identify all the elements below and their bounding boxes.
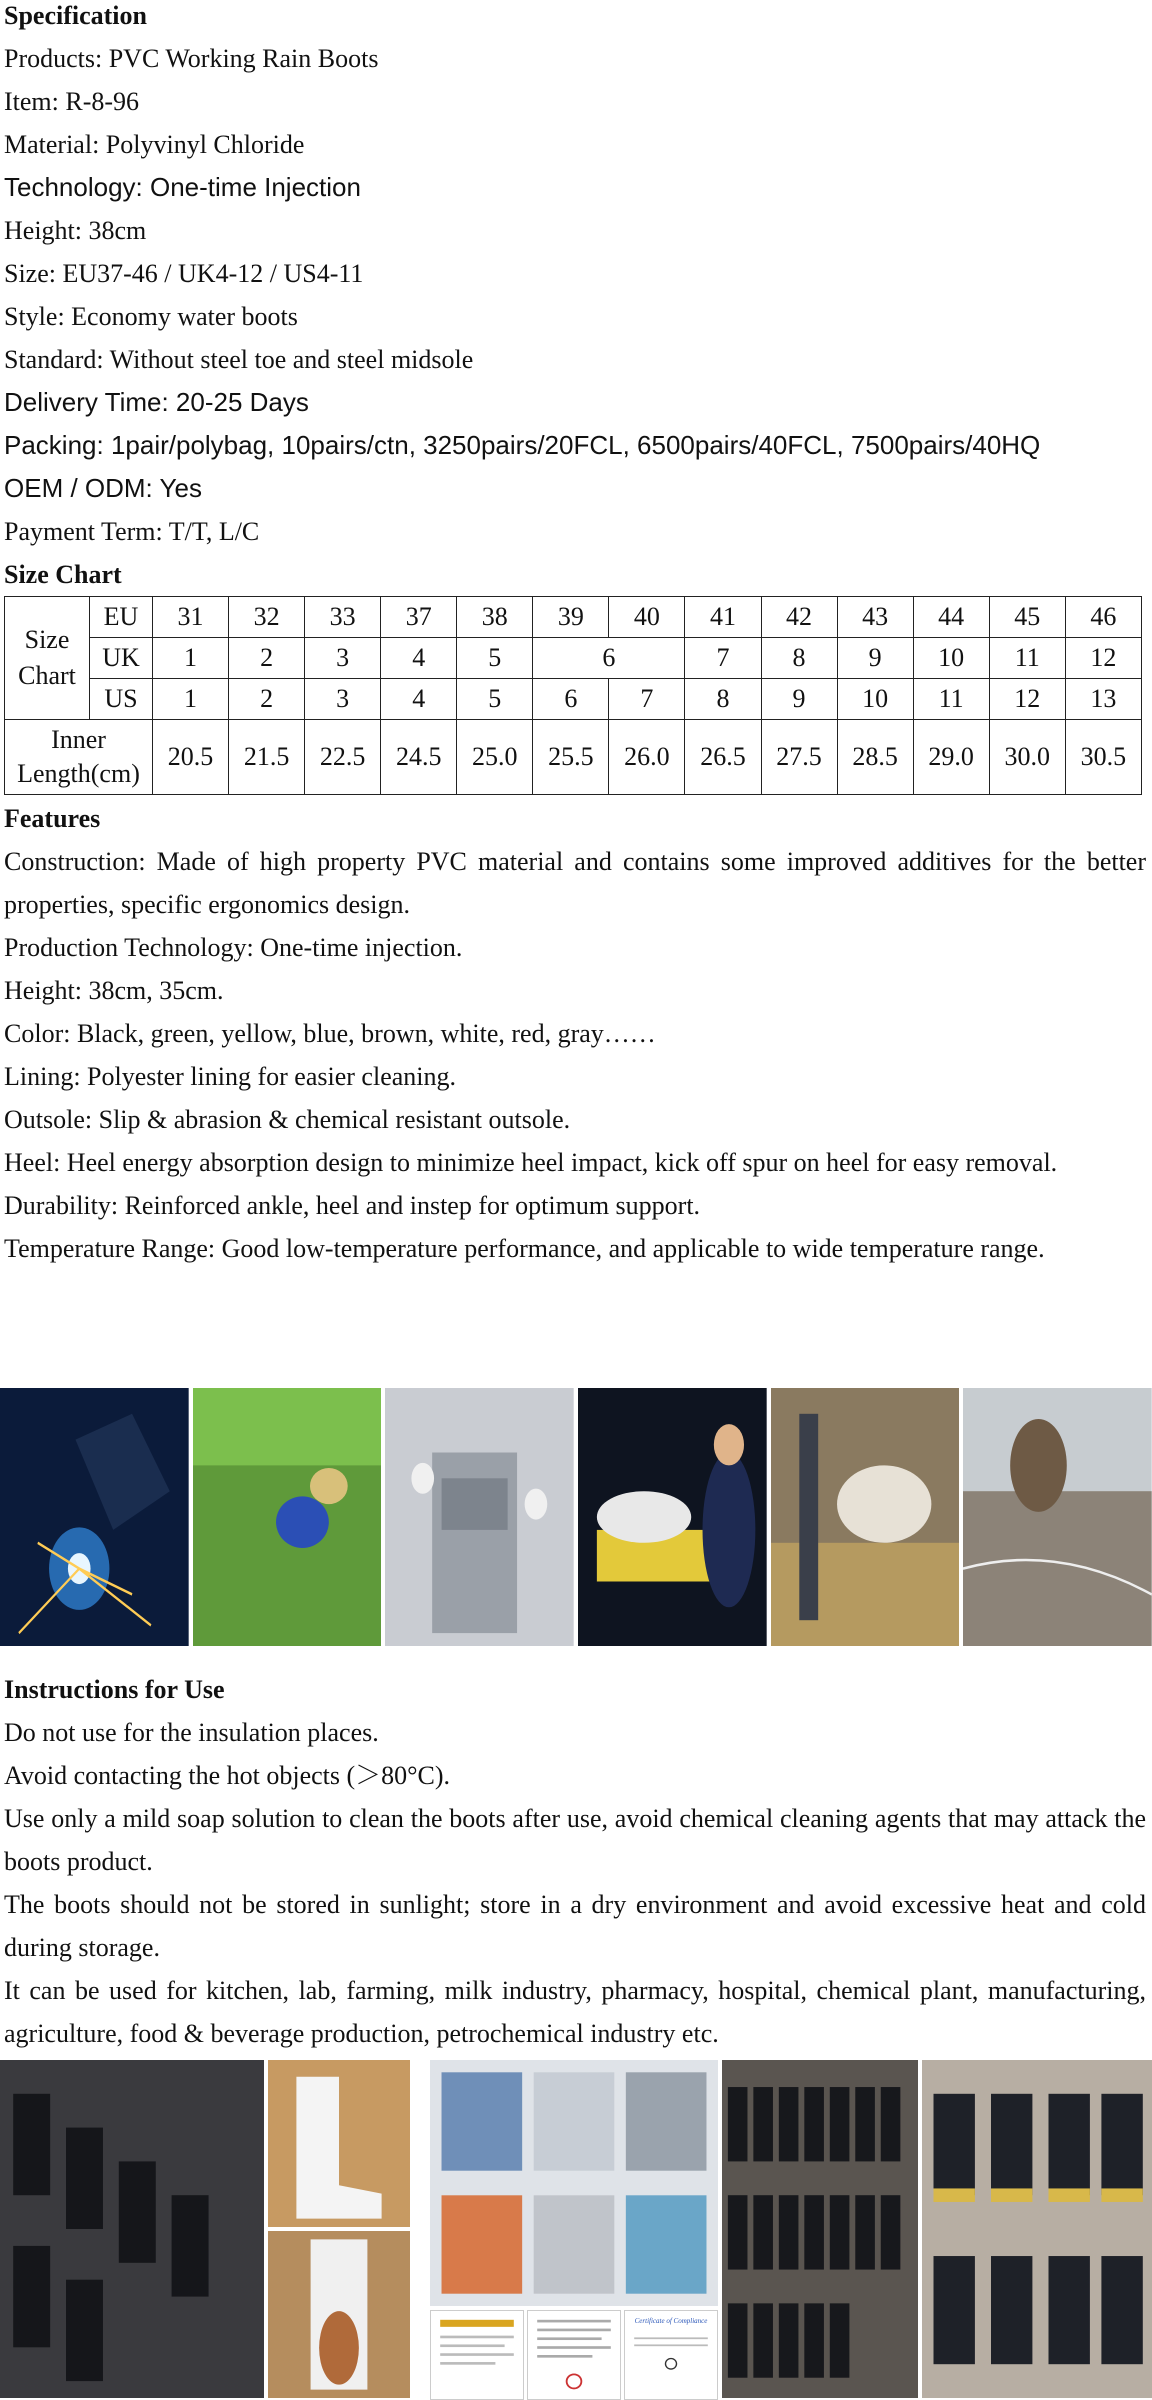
features-heading: Features bbox=[4, 804, 101, 833]
certificate-doc bbox=[430, 2310, 524, 2400]
production-line-photo bbox=[0, 2060, 264, 2398]
size-cell: 44 bbox=[913, 597, 989, 638]
warehouse-photo-1 bbox=[722, 2060, 918, 2398]
specification-list bbox=[4, 37, 1146, 553]
size-chart-label bbox=[5, 597, 90, 720]
size-cell: 45 bbox=[989, 597, 1065, 638]
certificate-of-compliance-doc: Certificate of Compliance bbox=[624, 2310, 718, 2400]
factory-photo-strip bbox=[0, 2060, 1152, 2398]
size-cell: 13 bbox=[1065, 679, 1141, 720]
size-cell: 4 bbox=[381, 638, 457, 679]
size-cell: 3 bbox=[305, 679, 381, 720]
size-cell: 41 bbox=[685, 597, 761, 638]
size-cell: 24.5 bbox=[381, 720, 457, 795]
size-cell: 2 bbox=[229, 638, 305, 679]
size-cell: 7 bbox=[685, 638, 761, 679]
instruction-paragraph: It can be used for kitchen, lab, farming, milk industry, pharmacy, hospital, chemical plant, manufacturing, agriculture, food & beverage production, petrochemical industry etc. bbox=[4, 1976, 1146, 2048]
inner-label: Inner bbox=[51, 725, 106, 754]
welding-photo bbox=[0, 1388, 189, 1646]
size-cell: 5 bbox=[457, 638, 533, 679]
instructions-heading: Instructions for Use bbox=[4, 1675, 225, 1704]
size-cell: 37 bbox=[381, 597, 457, 638]
size-cell: 1 bbox=[153, 638, 229, 679]
lab-photo bbox=[385, 1388, 574, 1646]
size-cell: 11 bbox=[989, 638, 1065, 679]
size-cell: 31 bbox=[153, 597, 229, 638]
spec-line: Payment Term: T/T, L/C bbox=[4, 517, 260, 546]
size-cell: 11 bbox=[913, 679, 989, 720]
feature-paragraph: Temperature Range: Good low-temperature performance, and applicable to wide temperature range. bbox=[4, 1234, 1045, 1263]
size-cell: 26.0 bbox=[609, 720, 685, 795]
instruction-paragraph: Use only a mild soap solution to clean the boots after use, avoid chemical cleaning agents that may attack the boots product. bbox=[4, 1804, 1146, 1876]
hospital-photo bbox=[578, 1388, 767, 1646]
size-cell: 27.5 bbox=[761, 720, 837, 795]
length-label: Length(cm) bbox=[17, 759, 140, 788]
testing-and-certificates bbox=[430, 2060, 718, 2398]
size-cell: 38 bbox=[457, 597, 533, 638]
features-list bbox=[4, 840, 1146, 1270]
spec-line: Delivery Time: 20-25 Days bbox=[4, 387, 309, 417]
instruction-paragraph: Avoid contacting the hot objects (＞80°C). bbox=[4, 1761, 451, 1790]
spec-line: OEM / ODM: Yes bbox=[4, 473, 202, 503]
size-cell: 2 bbox=[229, 679, 305, 720]
size-cell: 7 bbox=[609, 679, 685, 720]
dairy-farm-photo bbox=[771, 1388, 960, 1646]
instructions-list bbox=[4, 1711, 1146, 2055]
size-cell: 25.0 bbox=[457, 720, 533, 795]
feature-paragraph: Height: 38cm, 35cm. bbox=[4, 976, 224, 1005]
size-cell: 1 bbox=[153, 679, 229, 720]
size-label: Size bbox=[24, 625, 70, 654]
feature-paragraph: Durability: Reinforced ankle, heel and instep for optimum support. bbox=[4, 1191, 701, 1220]
size-cell: 10 bbox=[913, 638, 989, 679]
white-boots-photos bbox=[268, 2060, 410, 2398]
size-cell: 26.5 bbox=[685, 720, 761, 795]
feature-paragraph: Color: Black, green, yellow, blue, brown, white, red, gray…… bbox=[4, 1019, 656, 1048]
size-cell: 42 bbox=[761, 597, 837, 638]
size-cell: 5 bbox=[457, 679, 533, 720]
size-cell: 8 bbox=[761, 638, 837, 679]
size-cell: 30.5 bbox=[1065, 720, 1141, 795]
feature-paragraph: Outsole: Slip & abrasion & chemical resistant outsole. bbox=[4, 1105, 571, 1134]
spec-line: Packing: 1pair/polybag, 10pairs/ctn, 3250pairs/20FCL, 6500pairs/40FCL, 7500pairs/40HQ bbox=[4, 430, 1041, 460]
instruction-paragraph: Do not use for the insulation places. bbox=[4, 1718, 379, 1747]
size-cell: 4 bbox=[381, 679, 457, 720]
spec-line: Size: EU37-46 / UK4-12 / US4-11 bbox=[4, 259, 364, 288]
certificates bbox=[430, 2310, 718, 2398]
spec-line: Style: Economy water boots bbox=[4, 302, 298, 331]
spec-line: Standard: Without steel toe and steel midsole bbox=[4, 345, 474, 374]
size-cell: 40 bbox=[609, 597, 685, 638]
size-cell: 6 bbox=[533, 679, 609, 720]
size-cell: 6 bbox=[533, 638, 685, 679]
size-cell: 9 bbox=[761, 679, 837, 720]
inner-length-label bbox=[5, 720, 153, 795]
testing-equipment-photo bbox=[430, 2060, 718, 2306]
size-cell: 12 bbox=[989, 679, 1065, 720]
chart-label: Chart bbox=[18, 661, 76, 690]
size-cell: 39 bbox=[533, 597, 609, 638]
size-cell: 10 bbox=[837, 679, 913, 720]
size-cell: 28.5 bbox=[837, 720, 913, 795]
spec-line: Height: 38cm bbox=[4, 216, 147, 245]
feature-paragraph: Production Technology: One-time injection. bbox=[4, 933, 463, 962]
feature-paragraph: Heel: Heel energy absorption design to minimize heel impact, kick off spur on heel for easy removal. bbox=[4, 1148, 1058, 1177]
size-cell: 9 bbox=[837, 638, 913, 679]
feature-paragraph: Construction: Made of high property PVC material and contains some improved additives for the better properties, specific ergonomics design. bbox=[4, 847, 1146, 919]
size-cell: 30.0 bbox=[989, 720, 1065, 795]
farming-photo bbox=[193, 1388, 382, 1646]
size-chart-table bbox=[4, 596, 1142, 795]
warehouse-photo-2 bbox=[922, 2060, 1152, 2398]
size-cell: 29.0 bbox=[913, 720, 989, 795]
spec-line: Products: PVC Working Rain Boots bbox=[4, 44, 379, 73]
size-cell: 43 bbox=[837, 597, 913, 638]
size-cell: 32 bbox=[229, 597, 305, 638]
spec-line: Item: R-8-96 bbox=[4, 87, 140, 116]
instruction-paragraph: The boots should not be stored in sunlight; store in a dry environment and avoid excessive heat and cold during storage. bbox=[4, 1890, 1146, 1962]
spec-line: Technology: One-time Injection bbox=[4, 172, 361, 202]
size-cell: US bbox=[90, 679, 153, 720]
fishing-photo bbox=[963, 1388, 1152, 1646]
size-cell: EU bbox=[90, 597, 153, 638]
size-cell: 20.5 bbox=[153, 720, 229, 795]
size-cell: 8 bbox=[685, 679, 761, 720]
size-cell: 3 bbox=[305, 638, 381, 679]
specification-heading: Specification bbox=[4, 1, 147, 30]
application-photo-strip bbox=[0, 1388, 1152, 1646]
white-boots-photo bbox=[268, 2060, 410, 2227]
size-cell: 21.5 bbox=[229, 720, 305, 795]
size-chart-heading: Size Chart bbox=[4, 560, 122, 589]
feature-paragraph: Lining: Polyester lining for easier cleaning. bbox=[4, 1062, 456, 1091]
size-cell: 46 bbox=[1065, 597, 1141, 638]
size-cell: UK bbox=[90, 638, 153, 679]
size-cell: 25.5 bbox=[533, 720, 609, 795]
spec-line: Material: Polyvinyl Chloride bbox=[4, 130, 305, 159]
size-cell: 12 bbox=[1065, 638, 1141, 679]
boot-sole-photo bbox=[268, 2231, 410, 2398]
size-cell: 22.5 bbox=[305, 720, 381, 795]
size-cell: 33 bbox=[305, 597, 381, 638]
test-report-doc bbox=[527, 2310, 621, 2400]
